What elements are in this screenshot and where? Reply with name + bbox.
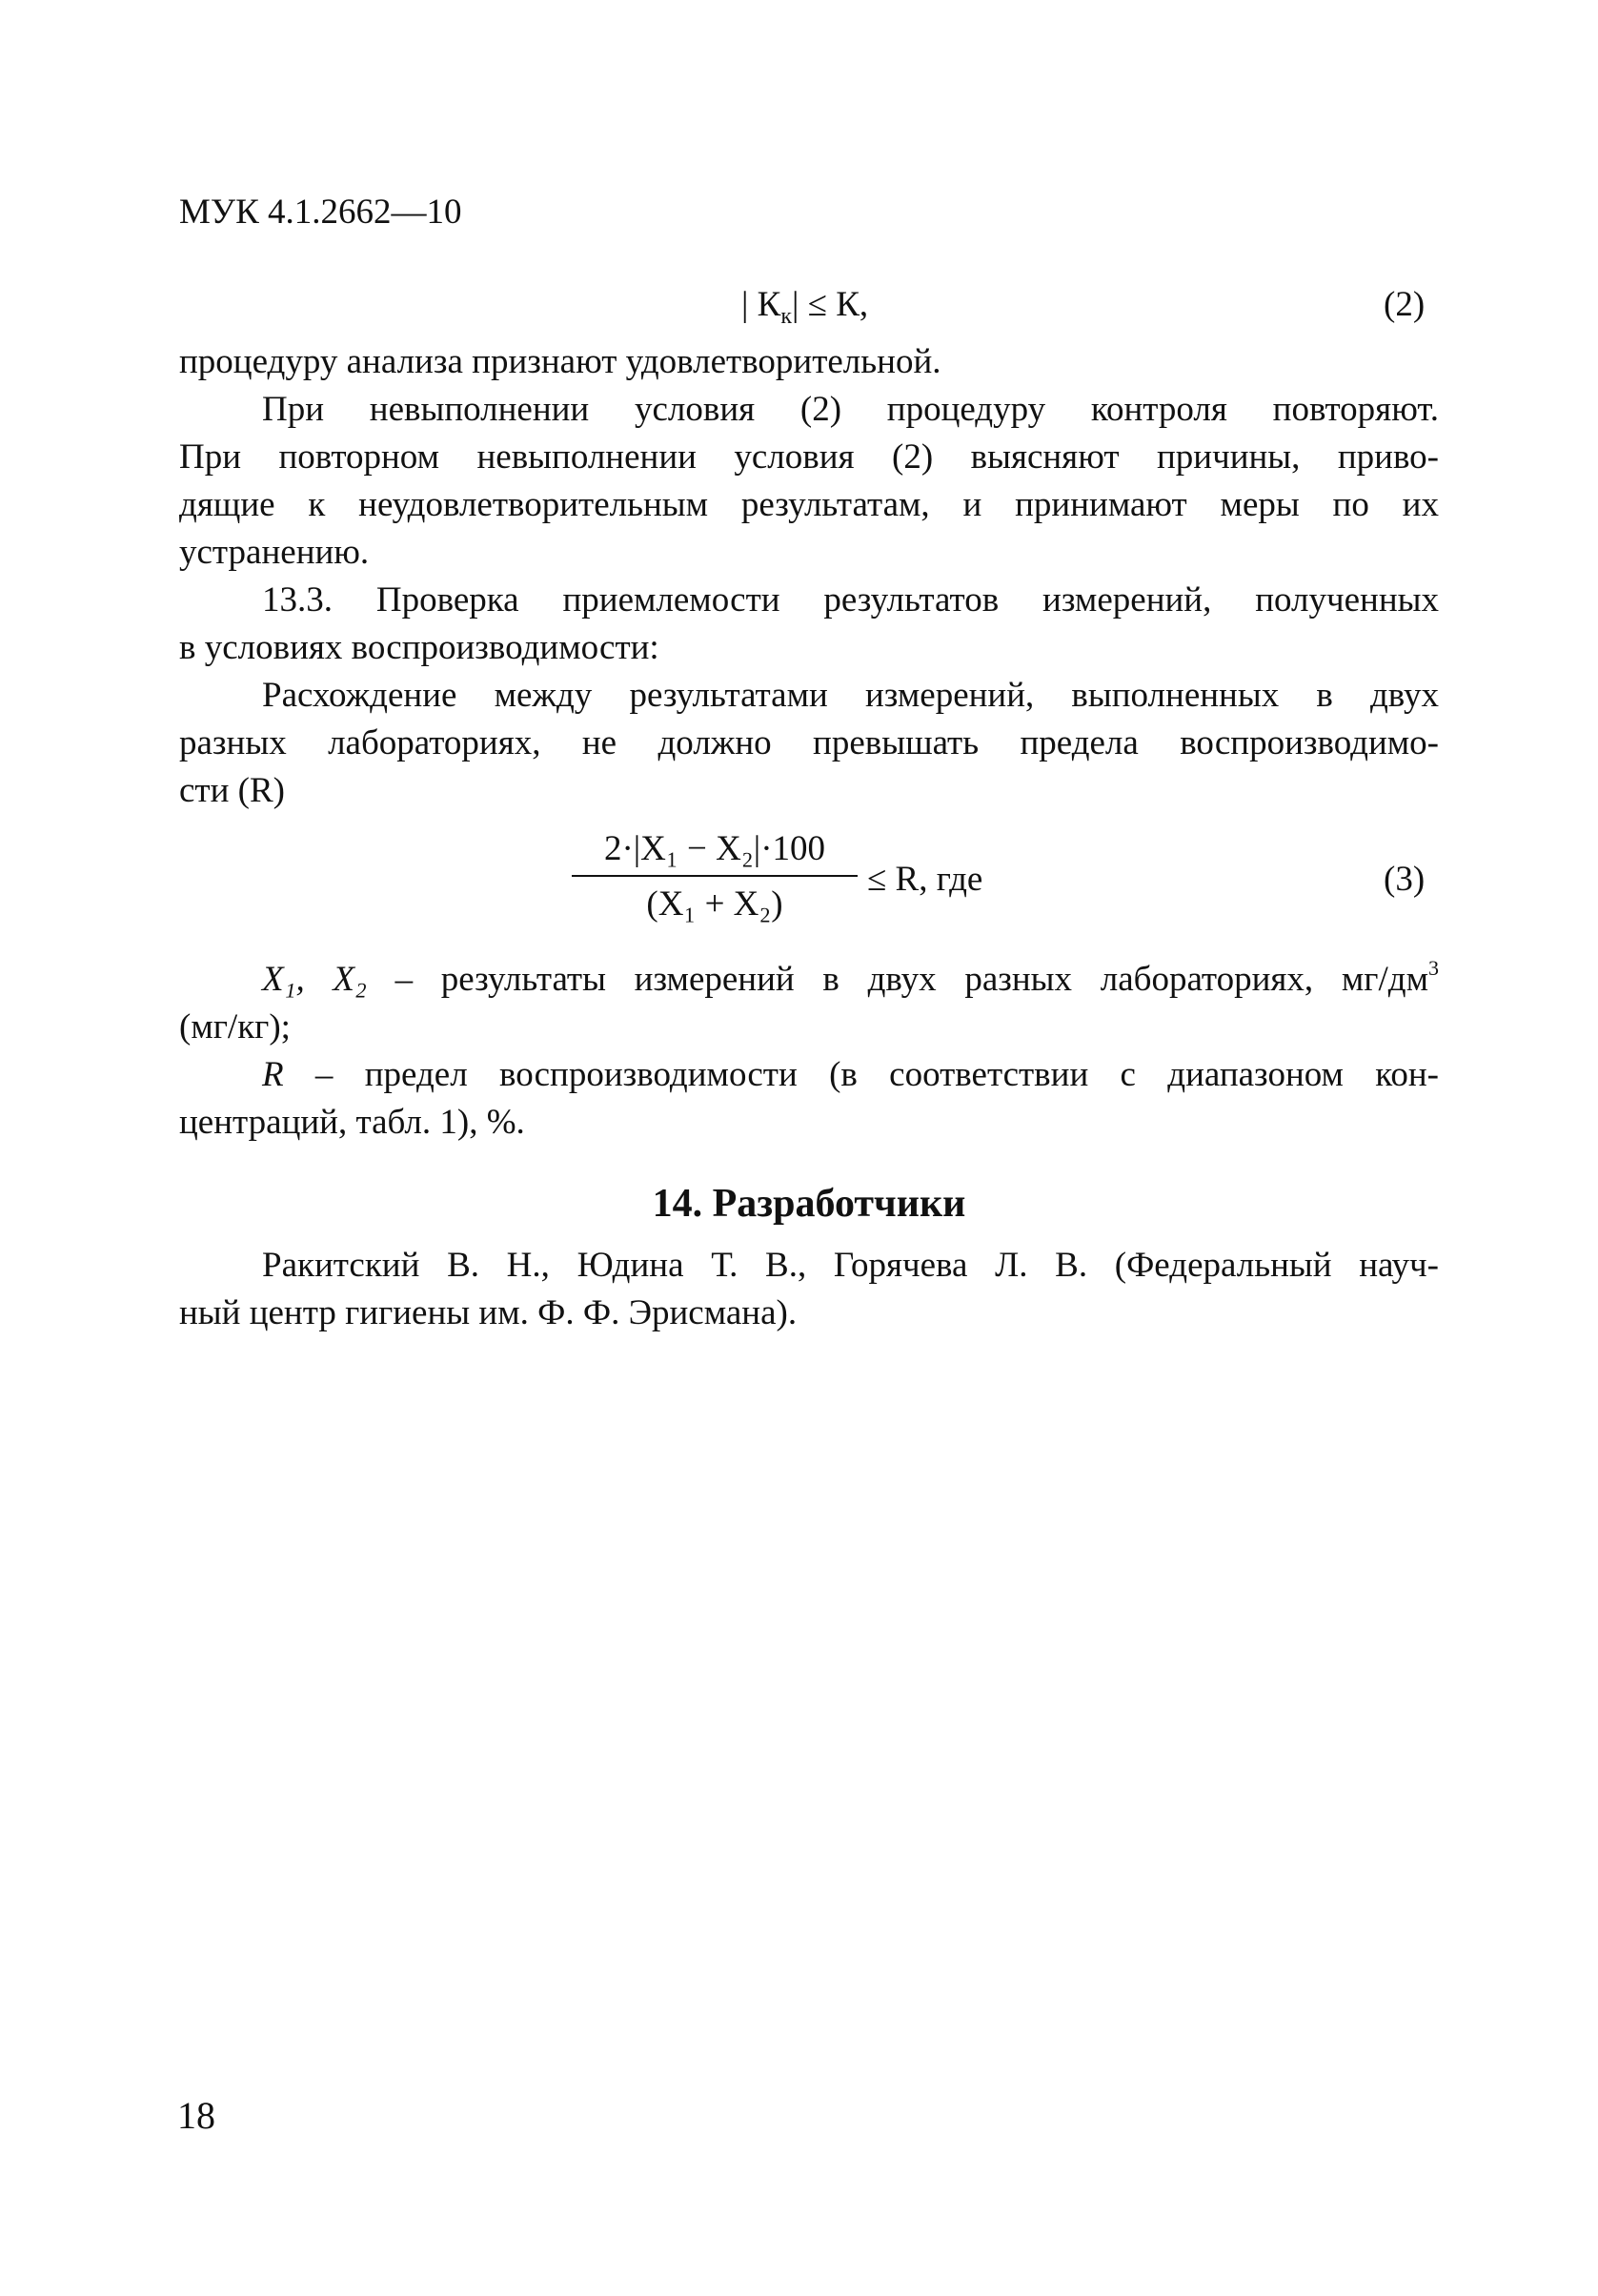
definition-r-line-1	[262, 1053, 1439, 1097]
para-3-line-2: в условиях воспроизводимости:	[179, 628, 659, 667]
definition-x-line-1	[262, 958, 1439, 1006]
developers-line-2: ный центр гигиены им. Ф. Ф. Эрисмана).	[179, 1293, 798, 1332]
document-code: МУК 4.1.2662—10	[179, 193, 462, 232]
para-4-line-1: Расхождение между результатами измерений, выполненных в двух	[262, 676, 1439, 715]
developers-line-1: Ракитский В. Н., Юдина Т. В., Горячева Л. В. (Федеральный науч-	[262, 1246, 1439, 1285]
equation-2-left: | К	[741, 285, 781, 324]
para-4-line-3: сти (R)	[179, 771, 285, 810]
equation-3-fraction	[572, 827, 858, 926]
definition-x-superscript: 3	[1428, 956, 1439, 980]
definition-x-text: – результаты измерений в двух разных лабораториях, мг/дм	[366, 960, 1428, 999]
equation-3-number: (3)	[1384, 860, 1426, 899]
section-14-heading: 14. Разработчики	[652, 1182, 966, 1226]
equation-3-denominator: (X₁ + X₂)	[646, 884, 783, 924]
para-2-line-3: дящие к неудовлетворительным результатам, и принимают меры по их	[179, 485, 1439, 524]
definition-r-symbol: R	[262, 1055, 284, 1094]
equation-2	[741, 283, 868, 331]
para-2-line-2: При повторном невыполнении условия (2) выясняют причины, приво-	[179, 437, 1439, 477]
equation-3-numerator: 2·|X₁ − X₂|·100	[603, 829, 826, 868]
definition-x-symbols: X₁, X₂	[262, 960, 367, 999]
definition-x-line-2: (мг/кг);	[179, 1007, 291, 1046]
para-3-line-1: 13.3. Проверка приемлемости результатов измерений, полученных	[262, 580, 1439, 620]
fraction-bar	[572, 875, 858, 877]
para-4-line-2: разных лабораториях, не должно превышать предела воспроизводимо-	[179, 723, 1439, 762]
equation-2-number: (2)	[1384, 285, 1426, 324]
equation-3-relation: ≤ R, где	[867, 860, 983, 899]
para-1-line-1: процедуру анализа признают удовлетворительной.	[179, 342, 941, 381]
equation-2-subscript: к	[780, 304, 793, 329]
page-number: 18	[177, 2094, 215, 2137]
definition-r-line-2: центраций, табл. 1), %.	[179, 1103, 525, 1142]
definition-r-text: – предел воспроизводимости (в соответствии с диапазоном кон-	[283, 1055, 1439, 1094]
equation-2-right: | ≤ К,	[792, 285, 869, 324]
para-2-line-4: устранению.	[179, 533, 370, 572]
para-2-line-1: При невыполнении условия (2) процедуру контроля повторяют.	[262, 390, 1439, 429]
